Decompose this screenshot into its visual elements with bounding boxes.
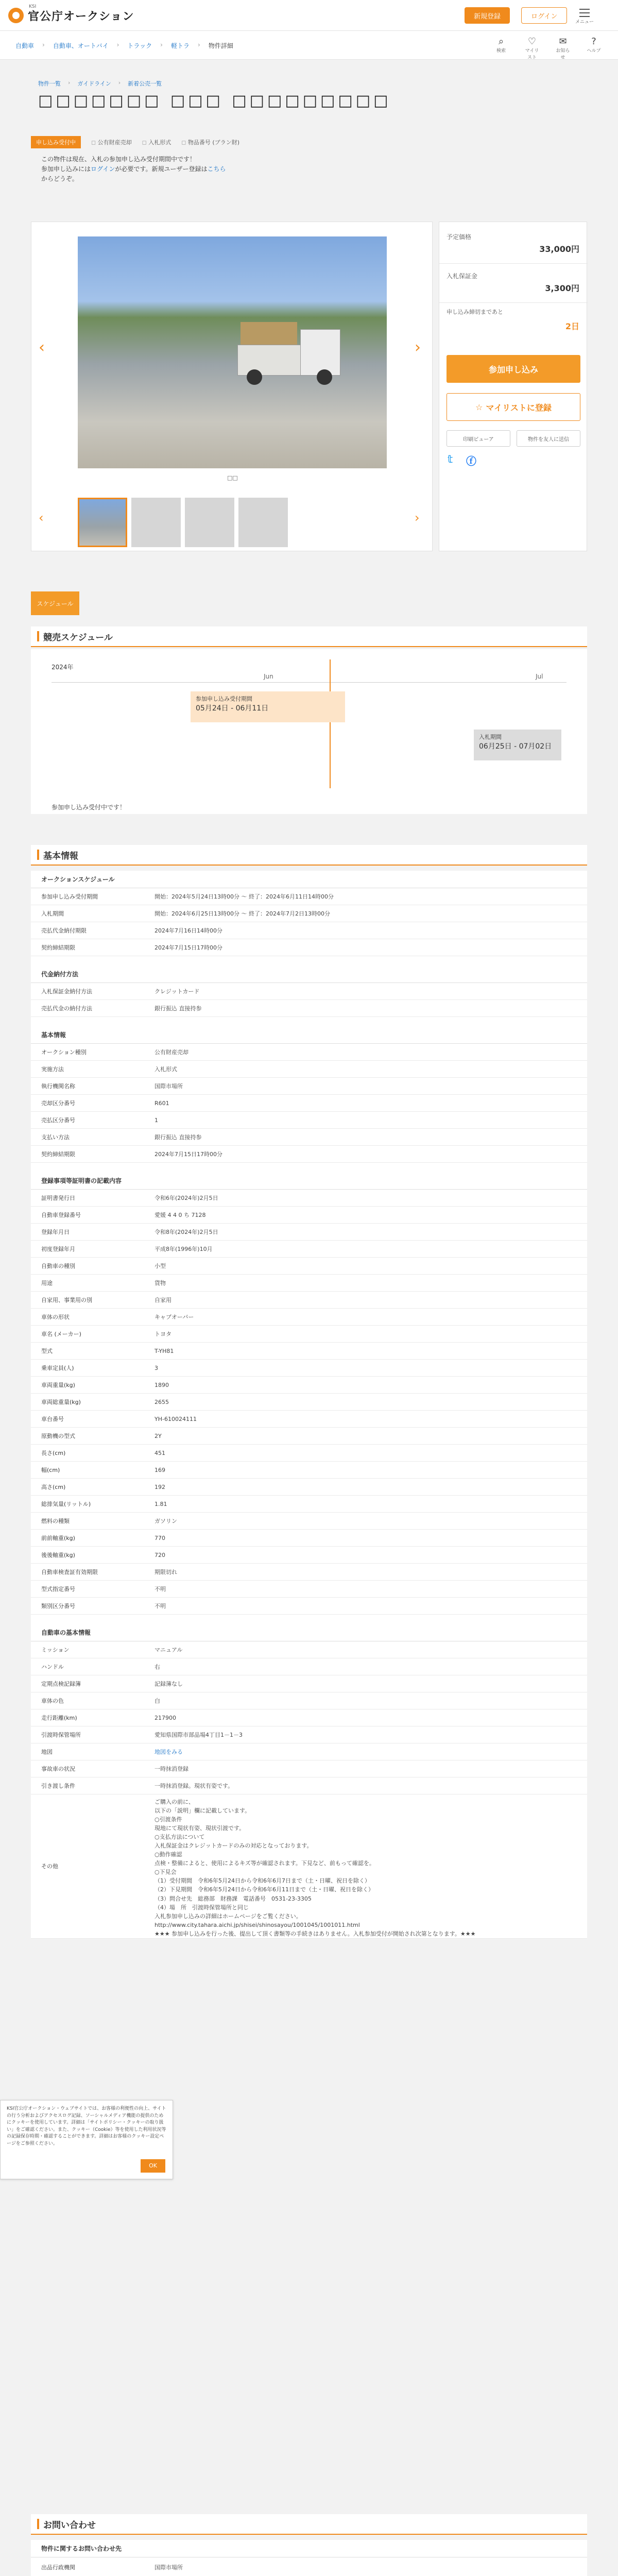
info-row — [31, 1496, 587, 1513]
info-group-title: 基本情報 — [31, 1026, 587, 1044]
info-key: 参加申し込み受付期間 — [31, 888, 149, 905]
info-value: 愛媛 4 4 0 ち 7128 — [154, 1212, 206, 1218]
info-value: 愛知県国際市部品場4丁目1－1－3 — [154, 1732, 243, 1738]
login-link[interactable]: ログイン — [91, 165, 115, 173]
basic-info-table — [31, 871, 587, 1939]
info-row — [31, 1641, 587, 1658]
deposit-value: 3,300円 — [545, 283, 579, 293]
info-value: 2655 — [154, 1398, 169, 1405]
info-value: 2Y — [154, 1432, 162, 1439]
info-value: 令和6年(2024年)2月5日 — [154, 1195, 218, 1201]
remaining-value: 2日 — [565, 321, 579, 331]
info-key: ハンドル — [31, 1658, 149, 1675]
info-row — [31, 1146, 587, 1163]
info-value: YH-610024111 — [154, 1415, 197, 1422]
info-key: 地図 — [31, 1743, 149, 1760]
other-note-line: 現地にて現状有姿、現状引渡です。 — [154, 1825, 245, 1832]
cookie-banner — [0, 2100, 173, 2179]
info-row — [31, 1078, 587, 1095]
info-value: 銀行振込 直接持参 — [154, 1134, 202, 1141]
deposit-label: 入札保証金 — [447, 273, 478, 280]
timeline-month: Jun — [264, 673, 273, 680]
info-row — [31, 1760, 587, 1777]
info-key: 類別区分番号 — [31, 1598, 149, 1614]
info-row — [31, 1224, 587, 1241]
contact-group-title: 物件に関するお問い合わせ先 — [31, 2540, 587, 2557]
thumbnail[interactable] — [185, 498, 234, 547]
logo-sub: KSI — [29, 4, 37, 9]
login-notice: この物件は現在、入札の参加申し込み受付期間中です！ 参加申し込みにはログインが必要です。新規ユーザー登録はこちら からどうぞ。 — [41, 156, 226, 183]
info-row-other — [31, 1794, 587, 1939]
site-header — [0, 0, 618, 31]
info-row — [31, 1564, 587, 1581]
info-key: 幅(cm) — [31, 1462, 149, 1478]
menu-label: メニュー — [575, 20, 594, 25]
basic-info-section-title: 基本情報 — [31, 845, 587, 866]
info-row — [31, 1411, 587, 1428]
info-row — [31, 1445, 587, 1462]
info-row — [31, 1675, 587, 1692]
star-icon: ☆ — [475, 402, 483, 412]
info-row — [31, 1292, 587, 1309]
info-value: 銀行振込 直接持参 — [154, 1005, 202, 1012]
other-note-line: ★★★ 参加申し込みを行った後、提出して頂く書類等の手続きはありません。入札参加受付が開始され次第となります。★★★ — [154, 1930, 476, 1937]
thumbnail[interactable] — [131, 498, 181, 547]
start-price-value: 33,000円 — [539, 244, 579, 254]
nav-link-kei-truck[interactable]: 軽トラ — [170, 42, 190, 49]
info-row — [31, 1000, 587, 1017]
info-value: 192 — [154, 1483, 165, 1490]
timeline-month: Jul — [536, 673, 543, 680]
info-key: 売払代金納付期限 — [31, 922, 149, 939]
other-note-line: http://www.city.tahara.aichi.jp/shisei/shinosayou/1001045/1001011.html — [154, 1921, 360, 1928]
info-group-title: 登録事項等証明書の記載内容 — [31, 1172, 587, 1190]
info-key: 自動車検査証有効期限 — [31, 1564, 149, 1580]
other-note-line: ○下見会 — [154, 1869, 177, 1876]
help-button[interactable]: ? ヘルプ — [587, 36, 601, 54]
status-badge: 申し込み受付中 — [31, 136, 81, 148]
info-row — [31, 905, 587, 922]
info-key: 高さ(cm) — [31, 1479, 149, 1495]
category-nav: 自動車 › 自動車、オートバイ › トラック › 軽トラ › 物件詳細 ⌕ 検索 ♡ マイリスト ✉ お知らせ ? ヘルプ — [0, 31, 618, 60]
info-value: クレジットカード — [154, 988, 200, 995]
logo-mark-icon — [8, 8, 24, 23]
info-key: 車体の形状 — [31, 1309, 149, 1325]
info-value: 217900 — [154, 1714, 176, 1721]
info-key: 後後軸重(kg) — [31, 1547, 149, 1563]
info-value: 一時抹消登録 — [154, 1766, 188, 1772]
info-value: 国際市場所 — [154, 1083, 183, 1090]
info-key: 登録年月日 — [31, 1224, 149, 1240]
schedule-note: 参加申し込み受付中です！ — [52, 804, 126, 811]
mylist-button[interactable]: ♡ マイリスト — [525, 36, 539, 60]
info-key: 型式 — [31, 1343, 149, 1359]
info-value: 720 — [154, 1551, 165, 1558]
nav-link-truck[interactable]: トラック — [127, 42, 152, 49]
info-value: 169 — [154, 1466, 165, 1473]
breadcrumb: 物件一覧 › ガイドライン › 新着公売一覧 — [38, 79, 162, 87]
tag-item: ◻ 物品番号 (ブラン財) — [181, 138, 239, 146]
info-key: 自家用、事業用の別 — [31, 1292, 149, 1308]
info-value: 開始：2024年6月25日13時00分 ～ 終了：2024年7月2日13時00分 — [154, 910, 330, 917]
info-row — [31, 1692, 587, 1709]
info-value: 平成8年(1996年)10月 — [154, 1246, 213, 1252]
info-value: 1 — [154, 1116, 158, 1124]
info-value: 白 — [154, 1698, 160, 1704]
hamburger-icon — [579, 9, 590, 10]
info-group-title: 代金納付方法 — [31, 965, 587, 983]
info-row — [31, 1530, 587, 1547]
add-to-mylist-button[interactable]: ☆ マイリストに登録 — [447, 393, 580, 421]
other-note-line: ○引渡条件 — [154, 1816, 182, 1823]
info-key: 車両総重量(kg) — [31, 1394, 149, 1410]
map-link[interactable]: 地図をみる — [154, 1749, 183, 1755]
info-row — [31, 1777, 587, 1794]
info-value: 開始：2024年5月24日13時00分 ～ 終了：2024年6月11日14時00分 — [154, 893, 334, 900]
photo-caption: □□ — [227, 474, 238, 481]
info-row — [31, 1343, 587, 1360]
info-row — [31, 1241, 587, 1258]
nav-link-auto-bike[interactable]: 自動車、オートバイ — [53, 42, 109, 49]
info-row — [31, 1658, 587, 1675]
info-value: キャブオーバー — [154, 1314, 194, 1320]
contact-value: 国際市場所 — [154, 2564, 183, 2571]
info-value: 自家用 — [154, 1297, 171, 1303]
info-key: 燃料の種類 — [31, 1513, 149, 1529]
other-note-line: 入札参加申し込みの詳細はホームページをご覧ください。 — [154, 1912, 302, 1920]
info-key: 引渡時保管場所 — [31, 1726, 149, 1743]
info-row — [31, 922, 587, 939]
info-value: 令和8年(2024年)2月5日 — [154, 1229, 218, 1235]
info-key: 車体の色 — [31, 1692, 149, 1709]
info-key: 初度登録年月 — [31, 1241, 149, 1257]
info-value: 2024年7月15日17時00分 — [154, 944, 222, 951]
info-key: 売却区分番号 — [31, 1095, 149, 1111]
info-key: 前前軸重(kg) — [31, 1530, 149, 1546]
info-value: トヨタ — [154, 1331, 171, 1337]
info-key: 用途 — [31, 1275, 149, 1291]
other-note-line: ご購入の前に、 — [154, 1799, 194, 1805]
info-row — [31, 1095, 587, 1112]
info-key: 総排気量(リットル) — [31, 1496, 149, 1512]
thumbnail[interactable] — [238, 498, 288, 547]
other-note-line: ○支払方法について — [154, 1834, 205, 1841]
info-value: 不明 — [154, 1603, 166, 1609]
next-photo-icon[interactable]: › — [415, 338, 421, 357]
other-note-line: （3）問合せ先 総務部 財務課 電話番号 0531-23-3305 — [154, 1895, 312, 1902]
info-key: 自動車登録番号 — [31, 1207, 149, 1223]
info-row — [31, 1360, 587, 1377]
info-value: 貨物 — [154, 1280, 166, 1286]
info-row — [31, 1726, 587, 1743]
today-marker — [330, 659, 331, 788]
info-row — [31, 1207, 587, 1224]
info-key: 実施方法 — [31, 1061, 149, 1077]
info-row — [31, 888, 587, 905]
other-note-line: （1）受付期間 令和6年5月24日から令和6年6月7日まで（土・日曜、祝日を除く） — [154, 1877, 370, 1885]
info-value: 入札形式 — [154, 1066, 177, 1073]
next-thumb-icon[interactable]: › — [415, 511, 420, 525]
info-value: 公有財産売却 — [154, 1049, 188, 1056]
info-row — [31, 1479, 587, 1496]
info-value: 期限切れ — [154, 1569, 177, 1575]
contact-key: 出品行政機関 — [31, 2557, 149, 2576]
nav-current: 物件詳細 — [208, 42, 233, 49]
apply-button[interactable]: 参加申し込み — [447, 355, 580, 383]
site-logo[interactable] — [8, 6, 134, 25]
bidding-period-bar: 入札期間 06月25日 - 07月02日 — [474, 730, 561, 760]
schedule-section-title: 競売スケジュール — [31, 626, 587, 647]
info-value: 3 — [154, 1364, 158, 1371]
notification-button[interactable]: ✉ お知らせ — [556, 36, 570, 60]
logo-text: 官公庁オークション — [28, 10, 134, 23]
info-key: 入札期間 — [31, 905, 149, 922]
contact-row — [31, 2557, 587, 2576]
other-note-line: （2）下見期間 令和6年5月24日から令和6年6月11日まで（土・日曜、祝日を除く） — [154, 1886, 374, 1893]
schedule-timeline — [31, 649, 587, 814]
info-key: オークション種別 — [31, 1044, 149, 1060]
item-tags — [31, 136, 239, 148]
breadcrumb-item[interactable]: 物件一覧 — [38, 80, 61, 87]
info-value: 1.81 — [154, 1500, 167, 1507]
main-photo[interactable] — [78, 236, 387, 468]
cookie-text: KSI官公庁オークション・ウェブサイトでは、お客様の利便性の向上、サイトの行う分析およびアクセスログ記録、ソーシャルメディア機能の提供のためにクッキーを使用しています。詳細は「サイトポリシー・クッキーの取り扱い」をご確認ください。また、クッキー（Cookie）等を使用した利用状況等の記録保存時期・確認することができます。詳細はお客様のクッキー設定ページをご参照ください。 — [7, 2106, 166, 2146]
thumbnail[interactable] — [78, 498, 127, 547]
info-row — [31, 1394, 587, 1411]
prev-thumb-icon[interactable]: ‹ — [39, 511, 44, 525]
info-row — [31, 1112, 587, 1129]
photo-gallery — [31, 222, 433, 551]
print-button[interactable]: 印刷ビューア — [447, 430, 510, 447]
info-key: 走行距離(km) — [31, 1709, 149, 1726]
other-note-line: 以下の「説明」欄に記載しています。 — [154, 1807, 251, 1815]
register-link[interactable]: こちら — [207, 165, 226, 173]
info-key: 契約締結期限 — [31, 1146, 149, 1162]
twitter-icon[interactable]: 𝕥 — [448, 453, 453, 465]
info-key: 車名 (メーカー) — [31, 1326, 149, 1342]
info-key: 自動車の種別 — [31, 1258, 149, 1274]
info-row — [31, 1190, 587, 1207]
info-row — [31, 1275, 587, 1292]
info-value: 2024年7月15日17時00分 — [154, 1151, 222, 1158]
thumbnail-strip — [78, 498, 288, 547]
other-notes — [149, 1794, 587, 1938]
other-note-line: 入札保証金はクレジットカードのみの対応となっております。 — [154, 1842, 313, 1850]
info-key: 乗車定員(人) — [31, 1360, 149, 1376]
info-row — [31, 1743, 587, 1760]
info-value: マニュアル — [154, 1647, 183, 1653]
cookie-ok-button[interactable]: OK — [141, 2159, 165, 2173]
facebook-icon[interactable]: ⓕ — [466, 455, 476, 467]
tag-item: ◻ 公有財産売却 — [91, 138, 132, 146]
info-row — [31, 1581, 587, 1598]
info-key: 事故車の状況 — [31, 1760, 149, 1777]
info-row — [31, 1513, 587, 1530]
info-value: ガソリン — [154, 1518, 177, 1524]
send-friend-button[interactable]: 物件を友人に送信 — [517, 430, 580, 447]
price-panel — [439, 222, 587, 551]
tab-schedule[interactable]: スケジュール — [31, 591, 79, 615]
info-row — [31, 1547, 587, 1564]
login-button[interactable]: ログイン — [521, 7, 567, 24]
info-value: 1890 — [154, 1381, 169, 1388]
info-key: ミッション — [31, 1641, 149, 1658]
info-key: 車両重量(kg) — [31, 1377, 149, 1393]
info-value: 451 — [154, 1449, 165, 1456]
contact-table — [31, 2540, 587, 2576]
info-key: 型式指定番号 — [31, 1581, 149, 1597]
breadcrumb-item[interactable]: 新着公売一覧 — [128, 80, 162, 87]
info-row — [31, 1428, 587, 1445]
info-key: 執行機関名称 — [31, 1078, 149, 1094]
info-row — [31, 1258, 587, 1275]
info-row — [31, 1462, 587, 1479]
info-key: 原動機の型式 — [31, 1428, 149, 1444]
info-row — [31, 1326, 587, 1343]
info-row — [31, 1598, 587, 1615]
info-key: 契約締結期限 — [31, 939, 149, 956]
info-key: 支払い方法 — [31, 1129, 149, 1145]
timeline-year: 2024年 — [52, 664, 74, 671]
page-title: □□□□□□□ □□□ □□□□□□□□□ — [38, 92, 391, 110]
info-value: 2024年7月16日14時00分 — [154, 927, 222, 934]
info-row — [31, 1044, 587, 1061]
info-key: 引き渡し条件 — [31, 1777, 149, 1794]
info-value: 不明 — [154, 1586, 166, 1592]
info-row — [31, 1709, 587, 1726]
info-row — [31, 939, 587, 956]
info-row — [31, 1309, 587, 1326]
info-row — [31, 1061, 587, 1078]
nav-link-automobile[interactable]: 自動車 — [15, 42, 35, 49]
info-key: 売払代金の納付方法 — [31, 1000, 149, 1016]
info-value: 右 — [154, 1664, 160, 1670]
info-key: 長さ(cm) — [31, 1445, 149, 1461]
info-key: 入札保証金納付方法 — [31, 983, 149, 999]
register-button[interactable]: 新規登録 — [465, 7, 510, 24]
menu-button[interactable] — [572, 6, 597, 25]
info-group-title: 自動車の基本情報 — [31, 1624, 587, 1641]
search-button[interactable]: ⌕ 検索 — [496, 36, 506, 54]
info-value: 記録簿なし — [154, 1681, 183, 1687]
remaining-label: 申し込み締切まであと — [447, 309, 503, 315]
info-value: 770 — [154, 1534, 165, 1541]
other-note-line: ○動作確認 — [154, 1851, 182, 1858]
info-row — [31, 1377, 587, 1394]
other-note-line: 点検・整備によると、使用によるキズ等が確認されます。下見など、前もって確認を。 — [154, 1860, 375, 1867]
application-period-bar: 参加申し込み受付期間 05月24日 - 06月11日 — [191, 691, 345, 722]
info-value: T-YH81 — [154, 1347, 174, 1354]
info-row — [31, 1129, 587, 1146]
info-group-title: オークションスケジュール — [31, 871, 587, 888]
prev-photo-icon[interactable]: ‹ — [39, 338, 45, 357]
tag-item: ◻ 入札形式 — [142, 138, 171, 146]
breadcrumb-item[interactable]: ガイドライン — [77, 80, 111, 87]
info-key: 売払区分番号 — [31, 1112, 149, 1128]
info-row — [31, 983, 587, 1000]
info-value: 小型 — [154, 1263, 166, 1269]
contact-section-title: お問い合わせ — [31, 2514, 587, 2535]
info-value: R601 — [154, 1099, 169, 1107]
info-value: 一時抹消登録。現状有姿です。 — [154, 1783, 234, 1789]
other-note-line: （4）場 所 引渡時保管場所と同じ — [154, 1904, 249, 1911]
info-key: 車台番号 — [31, 1411, 149, 1427]
truck-image — [237, 309, 340, 386]
info-key: その他 — [31, 1794, 149, 1938]
start-price-label: 予定価格 — [447, 233, 472, 241]
info-key: 証明書発行日 — [31, 1190, 149, 1206]
info-key: 定期点検記録簿 — [31, 1675, 149, 1692]
